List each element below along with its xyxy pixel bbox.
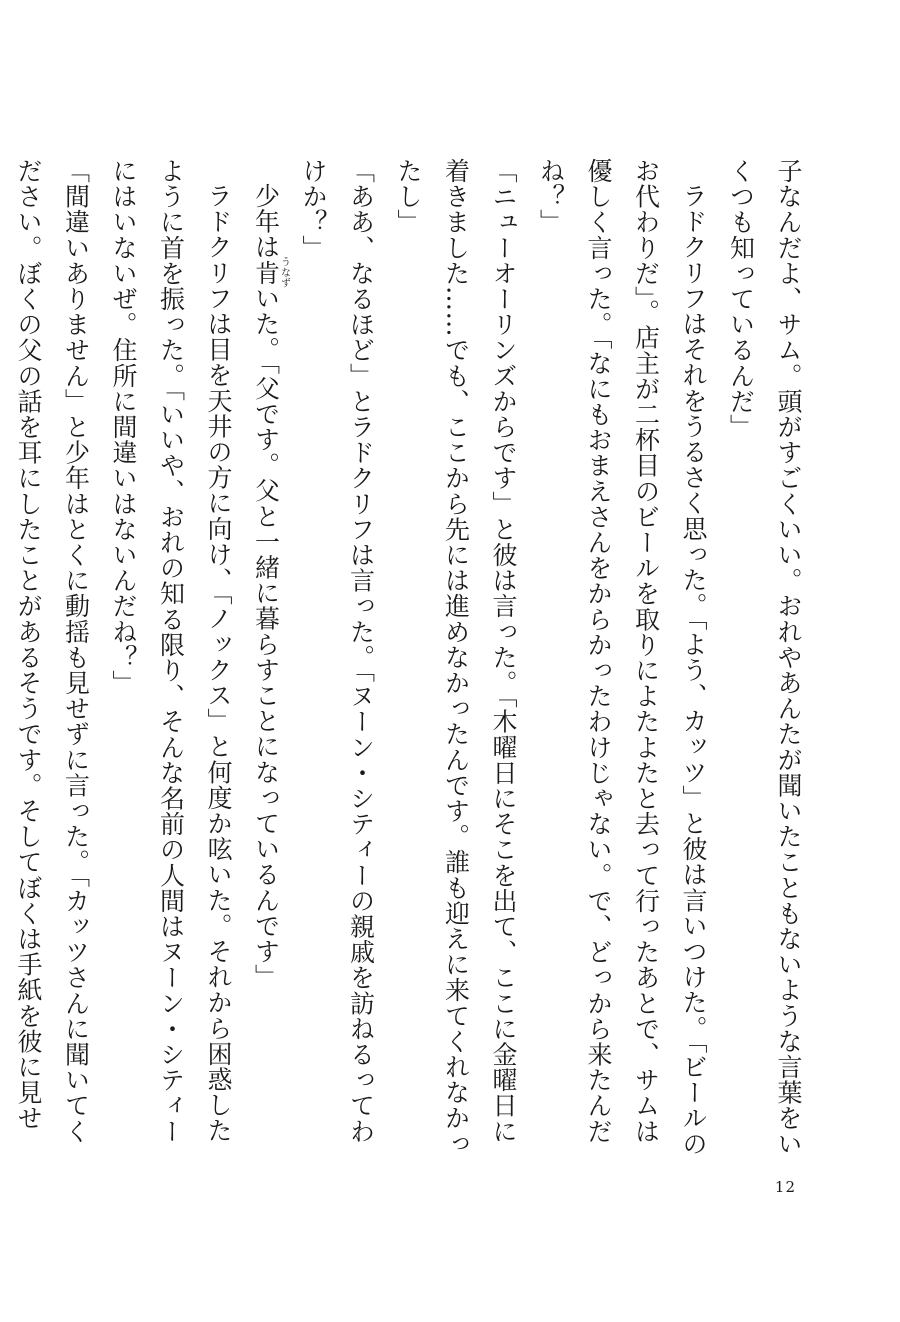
- paragraph-6: ラドクリフは目を天井の方に向け、「ノックス」と何度か呟いた。それから困惑したように首を振った。「いいや、おれの知る限り、そんな名前の人間はヌーン・シティーにはいないぜ。住所に間違いはないんだね？」: [109, 158, 233, 1144]
- paragraph-3: 「ニューオーリンズからです」と彼は言った。「木曜日にそこを出て、ここに金曜日に着きました……でも、ここから先には進めなかったんです。誰も迎えに来てくれなかったし」: [394, 158, 518, 1157]
- paragraph-5-mid: いた。「父です。: [251, 285, 281, 478]
- paragraph-2: ラドクリフはそれをうるさく思った。「よう、カッツ」と彼は言いつけた。「ビールのお代わりだ」。店主が二杯目のビールを取りによたよたと去って行ったあとで、サムは優しく言った。「なにもおまえさんをからかったわけじゃない。で、どっから来たんだね？」: [536, 158, 708, 1157]
- paragraph-1: 子なんだよ、サム。頭がすごくいい。おれやあんたが聞いたこともないような言葉をいくつも知っているんだ」: [726, 158, 803, 1157]
- body-text: [14, 158, 812, 1163]
- page-number: 12: [774, 1178, 796, 1196]
- ruby-word: [251, 256, 290, 289]
- paragraph-4: 「ああ、なるほど」とラドクリフは言った。「ヌーン・シティーの親戚を訪ねるってわけか？」: [299, 158, 376, 1144]
- paragraph-5-lead: 少年は: [251, 183, 281, 260]
- paragraph-5: [242, 158, 290, 1163]
- ruby-base: 肯: [251, 256, 281, 289]
- ruby-reading: うなず: [278, 256, 290, 289]
- paragraph-5-rest: 父と一緒に暮らすことになっているんです」: [251, 477, 281, 990]
- paragraph-7: 「間違いありません」と少年はとくに動揺も見せずに言った。「カッツさんに聞いてください。ぼくの父の話を耳にしたことがあるそうです。そしてぼくは手紙を彼に見せ: [14, 158, 91, 1144]
